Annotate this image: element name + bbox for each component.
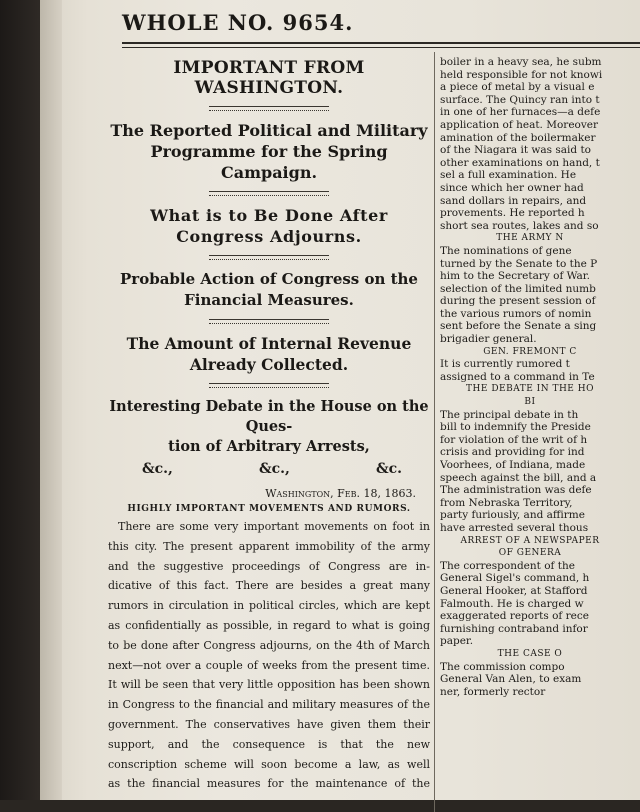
column-line: General Van Alen, to exam	[440, 673, 582, 686]
column-line: provements. He reported h	[440, 207, 585, 220]
column-line: BI	[524, 397, 536, 408]
deck-arbitrary-arrests	[108, 397, 430, 457]
deck-political-military	[108, 120, 430, 183]
column-rule	[434, 52, 435, 812]
column-line: surface. The Quincy ran into t	[440, 93, 600, 106]
column-line: THE CASE O	[497, 648, 563, 659]
column-line: application of heat. Moreover	[440, 118, 599, 131]
article-column	[108, 56, 430, 794]
column-line: It is currently rumored t	[440, 358, 570, 371]
body-line: in Congress to the financial and military measures of the	[108, 698, 430, 712]
column-line: amination of the boilermaker	[440, 131, 596, 144]
dateline: Washington, Feb. 18, 1863.	[265, 487, 416, 500]
body-line: as the financial measures for the maintenance of the	[108, 777, 430, 791]
etc-mark: &c.,	[142, 461, 173, 477]
column-line: speech against the bill, and a	[440, 471, 597, 484]
deck-line: Financial Measures.	[184, 291, 354, 309]
headline-divider	[209, 106, 329, 111]
main-headline: IMPORTANT FROM WASHINGTON.	[173, 58, 365, 98]
deck-line: Programme for the Spring Campaign.	[150, 142, 388, 182]
column-line: party furiously, and affirme	[440, 509, 585, 522]
body-line: It will be seen that very little opposition has been shown	[108, 678, 430, 692]
column-line: from Nebraska Territory,	[440, 496, 573, 509]
headline-divider	[209, 255, 329, 260]
deck-line: tion of Arbitrary Arrests,	[168, 438, 370, 455]
column-line: boiler in a heavy sea, he subm	[440, 56, 602, 68]
body-line: dicative of this fact. There are besides a great many	[108, 579, 430, 593]
column-line: him to the Secretary of War.	[440, 270, 591, 283]
body-line: to be done after Congress adjourns, on the 4th of March	[108, 638, 430, 652]
column-line: for violation of the writ of h	[440, 433, 588, 446]
column-line: held responsible for not knowi	[440, 68, 603, 81]
column-line: The nominations of gene	[440, 244, 572, 257]
column-line: sand dollars in repairs, and	[440, 194, 587, 207]
column-line: a piece of metal by a visual e	[440, 81, 595, 94]
page-gutter	[40, 0, 62, 800]
column-line: in one of her furnaces—a defe	[440, 106, 601, 119]
column-line: THE ARMY N	[496, 233, 564, 244]
etc-mark: &c.,	[258, 461, 290, 477]
column-line: furnishing contraband infor	[440, 622, 588, 635]
body-line: and the suggestive proceedings of Congress are in-	[108, 559, 430, 573]
column-line: OF GENERA	[498, 548, 562, 559]
column-line: Falmouth. He is charged w	[440, 597, 584, 610]
column-line: assigned to a command in Te	[440, 370, 595, 383]
deck-line: What is to Be Done After	[150, 206, 388, 225]
column-line: Voorhees, of Indiana, made	[440, 459, 586, 471]
column-line: The commission compo	[440, 660, 565, 673]
column-line: General Hooker, at Stafford	[440, 584, 588, 597]
body-line: conscription scheme will soon become a law, as well	[108, 757, 430, 771]
column-line: sent before the Senate a sing	[440, 320, 597, 333]
column-line: since which her owner had	[440, 181, 584, 194]
deck-financial-measures	[108, 269, 430, 311]
column-line: ARREST OF A NEWSPAPER	[460, 535, 600, 546]
masthead-issue-number: WHOLE NO. 9654.	[122, 10, 354, 35]
masthead-rule	[122, 42, 640, 48]
deck-internal-revenue	[108, 333, 430, 375]
deck-line: Already Collected.	[189, 355, 349, 374]
headline-divider	[209, 319, 329, 324]
body-line: rumors in circulation in political circles, which are kept	[108, 599, 430, 613]
column-line: The correspondent of the	[440, 559, 575, 572]
column-line: have arrested several thous	[440, 521, 589, 534]
body-line: There are some very important movements on foot in	[118, 520, 430, 533]
column-line: crisis and providing for ind	[440, 446, 585, 459]
column-line: of the Niagara it was said to	[440, 144, 591, 157]
body-line: next—not over a couple of weeks from the present time.	[108, 658, 430, 672]
column-line: short sea routes, lakes and so	[440, 219, 599, 232]
column-line: bill to indemnify the Preside	[440, 421, 591, 434]
column-line: during the present session of	[440, 295, 596, 308]
column-line: The principal debate in th	[440, 408, 579, 421]
deck-line: Congress Adjourns.	[176, 227, 362, 246]
body-line: support, and the consequence is that the new	[108, 737, 430, 751]
column-line: paper.	[440, 635, 474, 648]
column-line: GEN. FREMONT C	[483, 346, 577, 357]
body-line: this city. The present apparent immobility of the army	[108, 539, 430, 553]
column-line: The administration was defe	[440, 484, 592, 497]
deck-line: The Reported Political and Military	[110, 121, 428, 140]
etc-mark: &c.	[375, 461, 402, 477]
section-subhead: HIGHLY IMPORTANT MOVEMENTS AND RUMORS.	[127, 504, 411, 514]
deck-line: The Amount of Internal Revenue	[126, 334, 412, 353]
column-line: the various rumors of nomin	[440, 307, 592, 320]
adjacent-column	[440, 56, 620, 698]
deck-line: Interesting Debate in the House on the Ques-	[109, 398, 429, 435]
etc-row	[108, 461, 430, 477]
column-line: ner, formerly rector	[440, 685, 546, 698]
headline-divider	[209, 191, 329, 196]
deck-after-congress	[108, 205, 430, 247]
headline-divider	[209, 383, 329, 388]
column-line: General Sigel's command, h	[440, 572, 590, 585]
column-line: turned by the Senate to the P	[440, 257, 598, 270]
column-line: sel a full examination. He	[440, 169, 577, 182]
column-line: brigadier general.	[440, 333, 537, 346]
deck-line: Probable Action of Congress on the	[120, 270, 418, 288]
body-line: as confidentially as possible, in regard to what is going	[108, 618, 430, 632]
column-line: THE DEBATE IN THE HO	[466, 384, 594, 395]
body-line: government. The conservatives have given them their	[108, 717, 430, 731]
article-body	[108, 517, 430, 794]
column-line: exaggerated reports of rece	[440, 610, 589, 623]
column-line: other examinations on hand, t	[440, 156, 600, 169]
column-line: selection of the limited numb	[440, 282, 596, 295]
